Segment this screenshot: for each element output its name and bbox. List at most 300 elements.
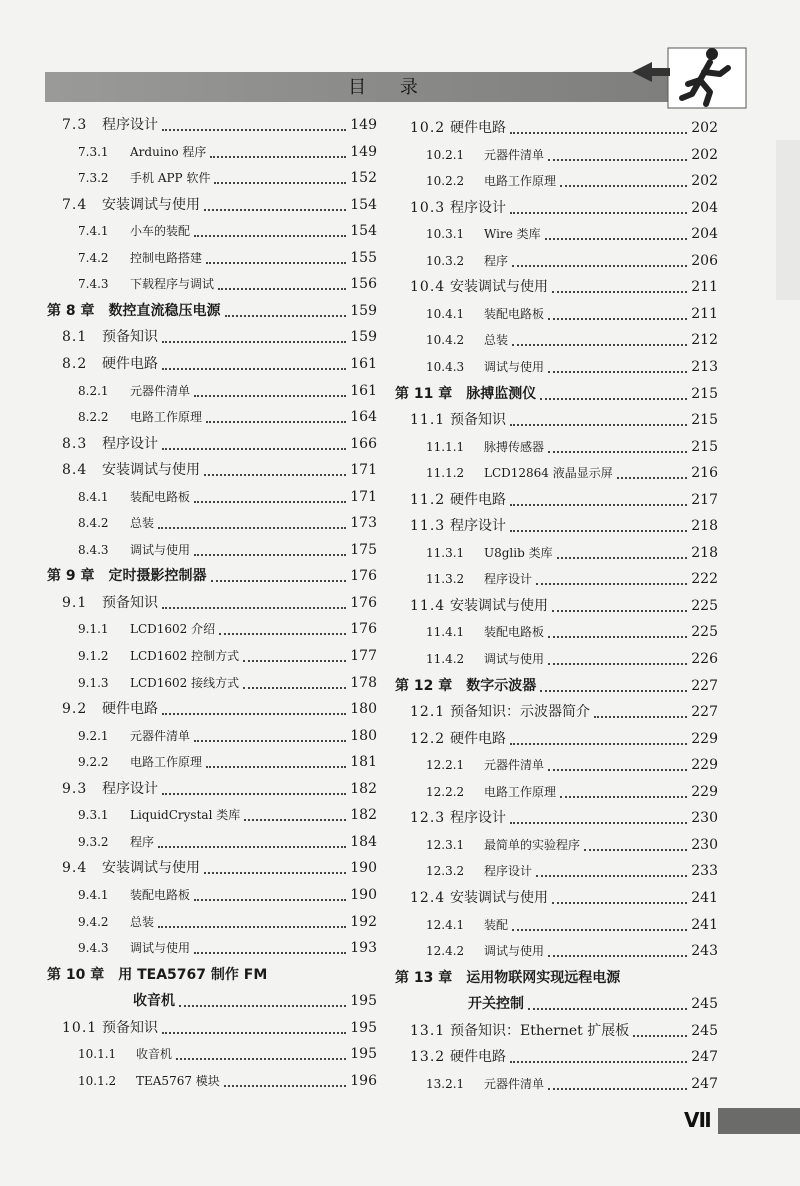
- toc-entry: [426, 144, 718, 166]
- toc-entry-page: 215: [691, 385, 718, 402]
- toc-entry: [426, 542, 718, 564]
- toc-entry: [410, 887, 718, 909]
- toc-entry-page: 241: [691, 889, 718, 906]
- toc-entry-number: 11.2: [410, 491, 446, 508]
- toc-entry: [62, 698, 377, 720]
- toc-entry-number: 8.4.1: [78, 489, 109, 504]
- toc-entry: [395, 967, 718, 989]
- toc-entry: [78, 672, 377, 694]
- toc-entry: [78, 512, 377, 534]
- dot-leader: [176, 1058, 346, 1060]
- toc-entry-title: 硬件电路: [450, 120, 506, 136]
- dot-leader: [560, 796, 687, 798]
- toc-entry-title: 运用物联网实现远程电源: [466, 969, 621, 986]
- toc-entry-number: 第 13 章: [395, 969, 453, 986]
- toc-entry-page: 175: [350, 541, 377, 558]
- toc-entry-title: 装配: [484, 917, 509, 932]
- toc-entry-title: 程序设计: [484, 864, 533, 879]
- toc-entry: [62, 353, 377, 375]
- toc-entry-number: 10.2: [410, 120, 446, 136]
- dot-leader: [162, 368, 346, 370]
- toc-entry-number: 9.1.1: [78, 622, 109, 637]
- toc-entry-number: 11.3.1: [426, 545, 465, 560]
- toc-entry-title: 调试与使用: [484, 652, 545, 666]
- toc-entry-title: 装配电路板: [484, 306, 545, 321]
- toc-entry-number: 10.1.1: [78, 1047, 117, 1062]
- toc-entry-title: 用 TEA5767 制作 FM: [118, 966, 268, 983]
- toc-entry: [78, 539, 377, 561]
- dot-leader: [162, 129, 346, 131]
- toc-entry-page: 195: [350, 1019, 377, 1036]
- toc-entry-page: 171: [350, 462, 377, 479]
- dot-leader: [536, 875, 687, 877]
- toc-entry-page: 159: [350, 302, 377, 319]
- dot-leader: [528, 1008, 687, 1010]
- toc-entry: [426, 648, 718, 670]
- toc-entry-page: 176: [350, 621, 377, 638]
- dot-leader: [510, 530, 687, 532]
- toc-entry: [78, 141, 377, 163]
- toc-entry-number: 13.2: [410, 1049, 446, 1066]
- toc-entry-number: 7.4.1: [78, 224, 109, 239]
- toc-entry-page: 215: [691, 438, 718, 455]
- toc-entry: [410, 117, 718, 139]
- dot-leader: [206, 262, 346, 264]
- toc-entry: [426, 356, 718, 378]
- dot-leader: [179, 1005, 346, 1007]
- toc-entry-title: 预备知识: [102, 594, 158, 611]
- toc-entry-page: 182: [350, 807, 377, 824]
- dot-leader: [548, 663, 687, 665]
- toc-entry-number: 7.4: [62, 196, 88, 213]
- toc-entry-number: 12.2: [410, 730, 446, 747]
- toc-entry: [78, 645, 377, 667]
- toc-entry-title: 调试与使用: [484, 359, 545, 374]
- toc-entry-title: 电路工作原理: [130, 755, 203, 770]
- toc-entry-title: LCD1602 介绍: [130, 622, 216, 637]
- toc-entry-number: 9.3: [62, 780, 88, 797]
- toc-entry-title: 程序: [484, 253, 509, 268]
- toc-entry-page: 180: [350, 701, 377, 718]
- toc-entry: [78, 273, 377, 295]
- toc-entry-page: 245: [691, 996, 718, 1013]
- dot-leader: [194, 235, 346, 237]
- toc-entry-title: 脉搏传感器: [484, 439, 545, 454]
- toc-entry-number: 8.4.2: [78, 516, 109, 531]
- dot-leader: [584, 849, 687, 851]
- dot-leader: [158, 527, 346, 529]
- toc-entry-title: 数字示波器: [466, 677, 537, 694]
- dot-leader: [219, 633, 346, 635]
- toc-entry-title: 硬件电路: [450, 1049, 506, 1066]
- toc-entry-number: 8.1: [62, 329, 88, 346]
- toc-entry: [62, 194, 377, 216]
- toc-entry: [410, 701, 718, 723]
- toc-entry-page: 202: [691, 173, 718, 190]
- toc-entry-title: 预备知识: [102, 1019, 158, 1036]
- dot-leader: [158, 926, 346, 928]
- toc-entry: [410, 595, 718, 617]
- toc-entry: [47, 964, 377, 986]
- toc-entry: [410, 489, 718, 511]
- toc-entry-page: 202: [691, 120, 718, 136]
- dot-leader: [204, 872, 346, 874]
- toc-entry-number: 第 10 章: [47, 966, 105, 983]
- toc-entry: [426, 223, 718, 245]
- toc-entry-title: 预备知识：Ethernet 扩展板: [450, 1022, 630, 1039]
- toc-entry: [426, 568, 718, 590]
- dot-leader: [633, 1035, 687, 1037]
- toc-entry-number: 9.4.2: [78, 914, 109, 929]
- toc-entry-page: 193: [350, 940, 377, 957]
- toc-entry-title: 装配电路板: [130, 489, 191, 504]
- toc-entry: [426, 781, 718, 803]
- toc-entry: [78, 220, 377, 242]
- dot-leader: [548, 955, 687, 957]
- toc-entry: [78, 1043, 377, 1065]
- toc-entry-number: 10.4.1: [426, 306, 465, 321]
- toc-entry-title: 装配电路板: [484, 625, 545, 640]
- toc-entry: [78, 486, 377, 508]
- toc-entry-page: 154: [350, 196, 377, 213]
- toc-entry: [62, 592, 377, 614]
- toc-entry: [410, 728, 718, 750]
- toc-entry: [78, 884, 377, 906]
- toc-entry-page: 177: [350, 648, 377, 664]
- toc-entry-page: 178: [350, 674, 377, 691]
- toc-entry-number: 12.3: [410, 810, 446, 827]
- toc-entry-number: 13.2.1: [426, 1076, 465, 1091]
- toc-entry-page: 227: [691, 704, 718, 721]
- toc-entry-page: 184: [350, 833, 377, 850]
- dot-leader: [243, 660, 346, 662]
- dot-leader: [512, 265, 687, 267]
- dot-leader: [162, 1032, 346, 1034]
- toc-entry-title: 电路工作原理: [484, 174, 557, 189]
- toc-entry-number: 12.4: [410, 889, 446, 906]
- toc-entry: [410, 197, 718, 219]
- toc-entry-page: 155: [350, 249, 377, 266]
- toc-entry-number: 13.1: [410, 1022, 446, 1039]
- toc-entry-page: 159: [350, 329, 377, 346]
- toc-entry-page: 222: [691, 571, 718, 588]
- dot-leader: [548, 451, 687, 453]
- dot-leader: [510, 132, 687, 134]
- toc-entry-page: 245: [691, 1022, 718, 1039]
- dot-leader: [552, 902, 687, 904]
- dot-leader: [540, 398, 687, 400]
- toc-entry-title: 元器件清单: [484, 758, 545, 773]
- toc-entry-title: 元器件清单: [484, 1076, 545, 1091]
- toc-entry-page: 161: [350, 382, 377, 399]
- toc-entry-title: U8glib 类库: [484, 545, 553, 560]
- dot-leader: [510, 1061, 687, 1063]
- toc-entry-number: 11.4: [410, 597, 446, 614]
- toc-entry-title: 元器件清单: [484, 147, 545, 162]
- toc-entry-number: 11.3.2: [426, 572, 465, 587]
- toc-entry-number: 10.4: [410, 279, 446, 296]
- toc-entry-page: 211: [691, 279, 718, 296]
- toc-entry-title: 程序设计: [102, 780, 158, 797]
- dot-leader: [552, 291, 687, 293]
- toc-entry-page: 227: [691, 677, 718, 694]
- toc-entry-number: 10.2.1: [426, 147, 465, 162]
- toc-entry: [78, 618, 377, 640]
- toc-entry-page: 211: [691, 305, 718, 322]
- toc-entry-title: 脉搏监测仪: [466, 385, 537, 402]
- toc-entry-title: LCD12864 液晶显示屏: [484, 466, 613, 481]
- toc-entry-number: 12.4.2: [426, 944, 465, 959]
- toc-entry-number: 第 11 章: [395, 385, 453, 402]
- dot-leader: [510, 822, 687, 824]
- toc-entry-number: 12.2.1: [426, 758, 465, 773]
- toc-entry-page: 190: [350, 860, 377, 877]
- toc-entry-number: 8.2.1: [78, 383, 109, 398]
- dot-leader: [210, 156, 346, 158]
- toc-entry-number: 11.4.2: [426, 652, 465, 666]
- toc-entry: [426, 329, 718, 351]
- toc-entry: [62, 778, 377, 800]
- dot-leader: [162, 713, 346, 715]
- toc-entry-title: 安装调试与使用: [102, 462, 200, 479]
- toc-entry: [395, 675, 718, 697]
- toc-entry: [410, 409, 718, 431]
- toc-entry: [468, 993, 718, 1015]
- toc-entry-title: 收音机: [136, 1047, 173, 1062]
- dot-leader: [545, 238, 688, 240]
- dot-leader: [158, 846, 346, 848]
- dot-leader: [510, 212, 687, 214]
- dot-leader: [560, 185, 687, 187]
- dot-leader: [552, 610, 687, 612]
- toc-entry-number: 11.4.1: [426, 625, 465, 640]
- toc-entry: [426, 436, 718, 458]
- dot-leader: [244, 819, 346, 821]
- toc-entry: [62, 459, 377, 481]
- toc-entry-number: 8.4: [62, 462, 88, 479]
- running-man-exit-icon: [630, 40, 760, 112]
- toc-entry: [78, 937, 377, 959]
- toc-entry-number: 8.3: [62, 435, 88, 452]
- toc-entry-page: 182: [350, 780, 377, 797]
- toc-entry-number: 10.3: [410, 199, 446, 216]
- toc-entry: [62, 433, 377, 455]
- toc-entry-title: 程序: [130, 834, 155, 849]
- toc-entry: [78, 406, 377, 428]
- toc-entry-number: 9.2.2: [78, 755, 109, 770]
- toc-entry-number: 7.4.3: [78, 277, 109, 292]
- toc-entry-page: 212: [691, 332, 718, 349]
- toc-entry-page: 149: [350, 143, 377, 160]
- toc-entry-title: 电路工作原理: [484, 784, 557, 799]
- toc-entry-number: 12.3.2: [426, 864, 465, 879]
- dot-leader: [557, 557, 688, 559]
- toc-entry-number: 10.1: [62, 1019, 98, 1036]
- toc-entry: [62, 857, 377, 879]
- toc-entry-title: 安装调试与使用: [102, 860, 200, 877]
- toc-entry: [78, 831, 377, 853]
- toc-entry-title: 预备知识: [102, 329, 158, 346]
- dot-leader: [206, 766, 346, 768]
- toc-entry-page: 204: [691, 199, 718, 216]
- toc-entry-title: 安装调试与使用: [450, 279, 548, 296]
- toc-entry-title: 定时摄影控制器: [108, 568, 207, 585]
- dot-leader: [218, 288, 346, 290]
- dot-leader: [194, 395, 346, 397]
- toc-entry-page: 190: [350, 886, 377, 903]
- toc-entry-title: 控制电路搭建: [130, 250, 203, 265]
- dot-leader: [548, 159, 687, 161]
- dot-leader: [194, 501, 346, 503]
- toc-entry: [78, 1070, 377, 1092]
- toc-entry-title: 电路工作原理: [130, 410, 203, 425]
- toc-entry-number: 9.4.3: [78, 941, 109, 956]
- toc-entry-title: 程序设计: [484, 572, 533, 587]
- toc-entry-page: 247: [691, 1049, 718, 1066]
- toc-entry-title: 手机 APP 软件: [130, 171, 211, 186]
- dot-leader: [512, 344, 687, 346]
- toc-entry-title: 安装调试与使用: [450, 889, 548, 906]
- toc-entry-page: 218: [691, 518, 718, 535]
- toc-entry-number: 10.4.2: [426, 333, 465, 348]
- toc-entry: [426, 170, 718, 192]
- toc-entry-page: 217: [691, 491, 718, 508]
- toc-entry-number: 11.3: [410, 518, 446, 535]
- toc-entry-page: 206: [691, 252, 718, 269]
- toc-entry-page: 229: [691, 783, 718, 800]
- toc-entry-page: 180: [350, 727, 377, 744]
- toc-entry-title: 总装: [484, 333, 509, 348]
- toc-entry-title: 下载程序与调试: [130, 277, 215, 292]
- dot-leader: [194, 899, 346, 901]
- page-title: 目 录: [348, 77, 432, 98]
- toc-entry-number: 第 9 章: [47, 568, 95, 585]
- toc-entry-number: 9.1: [62, 594, 88, 611]
- toc-entry-number: 12.3.1: [426, 837, 465, 852]
- toc-entry-page: 226: [691, 651, 718, 667]
- toc-entry-number: 9.4.1: [78, 887, 109, 902]
- toc-entry-number: 10.2.2: [426, 174, 465, 189]
- toc-entry-title: 调试与使用: [484, 944, 545, 959]
- toc-entry-page: 176: [350, 594, 377, 611]
- toc-entry-title: 硬件电路: [102, 355, 158, 372]
- toc-entry-page: 192: [350, 913, 377, 930]
- toc-entry-page: 166: [350, 435, 377, 452]
- dot-leader: [540, 690, 687, 692]
- toc-entry-page: 218: [691, 544, 718, 561]
- toc-entry-title: 装配电路板: [130, 887, 191, 902]
- toc-entry-page: 230: [691, 810, 718, 827]
- toc-entry-title: Arduino 程序: [130, 144, 207, 159]
- toc-entry-title: 总装: [130, 914, 155, 929]
- dot-leader: [224, 1085, 346, 1087]
- toc-entry-number: 9.4: [62, 860, 88, 877]
- toc-entry-title: 最简单的实验程序: [484, 837, 581, 852]
- toc-entry: [78, 167, 377, 189]
- dot-leader: [243, 687, 346, 689]
- toc-entry-number: 9.3.1: [78, 808, 109, 823]
- toc-entry-page: 230: [691, 836, 718, 853]
- toc-entry: [78, 247, 377, 269]
- toc-entry: [410, 807, 718, 829]
- dot-leader: [194, 554, 346, 556]
- dot-leader: [214, 182, 346, 184]
- dot-leader: [204, 474, 346, 476]
- dot-leader: [162, 607, 346, 609]
- toc-entry-number: 12.4.1: [426, 917, 465, 932]
- toc-entry-number: 8.4.3: [78, 542, 109, 557]
- toc-entry-title: 硬件电路: [102, 701, 158, 718]
- toc-entry-number: 7.3.1: [78, 144, 109, 159]
- toc-entry-title: 元器件清单: [130, 728, 191, 743]
- toc-entry-title: 程序设计: [450, 810, 506, 827]
- toc-entry: [62, 326, 377, 348]
- toc-entry-page: 152: [350, 170, 377, 187]
- dot-leader: [510, 743, 687, 745]
- toc-entry-number: 7.3: [62, 117, 88, 133]
- toc-entry-page: 243: [691, 943, 718, 960]
- dot-leader: [510, 424, 687, 426]
- dot-leader: [194, 952, 346, 954]
- toc-entry-page: 229: [691, 730, 718, 747]
- toc-entry-title: 硬件电路: [450, 730, 506, 747]
- toc-entry-page: 225: [691, 624, 718, 641]
- toc-entry: [47, 300, 377, 322]
- toc-entry: [426, 860, 718, 882]
- dot-leader: [617, 477, 688, 479]
- toc-entry-title: 元器件清单: [130, 383, 191, 398]
- toc-entry-number: 10.1.2: [78, 1073, 117, 1088]
- toc-entry-title: 程序设计: [102, 435, 158, 452]
- toc-entry-page: 229: [691, 757, 718, 774]
- toc-entry-number: 第 8 章: [47, 302, 95, 319]
- toc-entry-number: 7.4.2: [78, 250, 109, 265]
- toc-entry: [47, 565, 377, 587]
- toc-entry-page: 247: [691, 1075, 718, 1092]
- toc-entry-title: 安装调试与使用: [450, 597, 548, 614]
- toc-entry-number: 10.3.2: [426, 253, 465, 268]
- toc-entry: [395, 383, 718, 405]
- toc-entry-number: 9.2.1: [78, 728, 109, 743]
- toc-entry-page: 195: [350, 993, 377, 1010]
- dot-leader: [162, 793, 346, 795]
- toc-entry-number: 9.3.2: [78, 834, 109, 849]
- toc-entry-page: 233: [691, 863, 718, 880]
- toc-entry-title: 小车的装配: [130, 224, 191, 239]
- toc-entry-title: 收音机: [133, 993, 175, 1010]
- dot-leader: [162, 341, 346, 343]
- toc-entry-title: 调试与使用: [130, 542, 191, 557]
- toc-entry: [78, 911, 377, 933]
- toc-entry: [426, 1073, 718, 1095]
- dot-leader: [206, 421, 346, 423]
- toc-entry: [410, 515, 718, 537]
- dot-leader: [536, 583, 687, 585]
- toc-entry-title: 安装调试与使用: [102, 196, 200, 213]
- toc-entry-page: 154: [350, 223, 377, 240]
- toc-entry: [410, 276, 718, 298]
- toc-entry-page: 195: [350, 1046, 377, 1063]
- toc-entry-title: TEA5767 模块: [136, 1073, 220, 1088]
- footer-tab: [718, 1108, 800, 1134]
- toc-entry-number: 11.1.1: [426, 439, 465, 454]
- toc-entry-page: 215: [691, 412, 718, 429]
- toc-entry-title: 调试与使用: [130, 941, 191, 956]
- dot-leader: [162, 448, 346, 450]
- toc-entry-page: 156: [350, 276, 377, 293]
- toc-entry-page: 216: [691, 465, 718, 482]
- toc-entry-number: 第 12 章: [395, 677, 453, 694]
